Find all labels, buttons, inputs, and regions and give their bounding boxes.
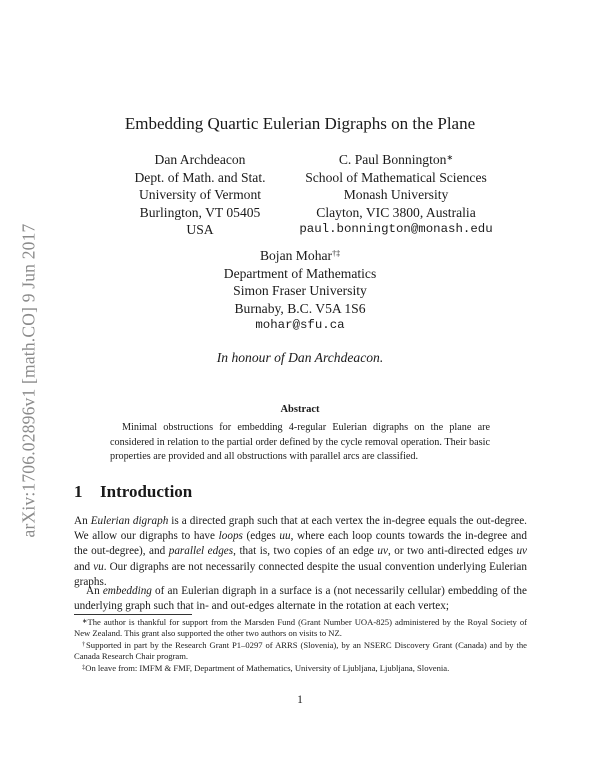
author-email[interactable]: mohar@sfu.ca <box>255 318 345 333</box>
author-affiliation: University of Vermont <box>138 187 262 203</box>
body-paragraph: An embedding of an Eulerian digraph in a surface is a (not necessarily cellular) embedding of the underlying graph such that in- and out-edges alternate in the rotation at each vertex; <box>74 585 527 613</box>
section-heading <box>74 482 192 502</box>
footnote: ‡On leave from: IMFM & FMF, Department of Mathematics, University of Ljubljana, Ljubljana, Slovenia. <box>82 663 450 673</box>
author-affiliation: School of Mathematical Sciences <box>305 169 487 185</box>
author-name: C. Paul Bonnington∗ <box>338 152 454 167</box>
footnote-mark: ∗ <box>446 153 454 162</box>
paper-title: Embedding Quartic Eulerian Digraphs on the Plane <box>124 114 476 133</box>
body-paragraph: An Eulerian digraph is a directed graph such that at each vertex the in-degree equals the out-degree. We allow our digraphs to have loops (edges uu, where each loop counts towards the in-degree and the out-degree), and parallel edges, that is, two copies of an edge uv, or two anti-directed edges uv and vu. Our digraphs are not necessarily connected despite the usual convention underlying Eulerian graphs. <box>74 515 527 588</box>
section-number: 1 <box>74 482 83 501</box>
author-block-mohar <box>190 247 410 335</box>
author-block-archdeacon <box>110 151 290 239</box>
author-email[interactable]: paul.bonnington@monash.edu <box>299 222 493 237</box>
author-affiliation: Burlington, VT 05405 <box>139 204 261 220</box>
author-affiliation: Department of Mathematics <box>223 265 377 281</box>
author-block-bonnington <box>288 151 504 239</box>
abstract-heading: Abstract <box>280 404 320 415</box>
footnote: †Supported in part by the Research Grant P1–0297 of ARRS (Slovenia), by an NSERC Discovery Grant (Canada) and by the Canada Research Chair program. <box>74 640 527 661</box>
author-affiliation: Burnaby, B.C. V5A 1S6 <box>234 300 366 316</box>
author-affiliation: Monash University <box>343 187 449 203</box>
author-name: Dan Archdeacon <box>154 152 246 167</box>
page-number: 1 <box>297 694 303 706</box>
author-name: Bojan Mohar†‡ <box>259 248 341 263</box>
footnote-mark: †‡ <box>332 249 341 258</box>
footnote: ∗The author is thankful for support from the Marsden Fund (Grant Number UOA-825) administered by the Royal Society of New Zealand. This grant also supported the other two authors on visits to NZ. <box>74 617 527 638</box>
footnote-divider <box>74 614 192 615</box>
abstract-text: Minimal obstructions for embedding 4-regular Eulerian digraphs on the plane are considered in relation to the partial order defined by the cycle removal operation. Their basic properties are provided and all obstructions with parallel arcs are classified. <box>110 422 490 462</box>
footnotes <box>74 617 527 675</box>
author-affiliation: Simon Fraser University <box>233 283 367 299</box>
author-affiliation: Clayton, VIC 3800, Australia <box>316 204 476 220</box>
section-title: Introduction <box>100 482 193 501</box>
arxiv-id: arXiv:1706.02896v1 [math.CO] 9 Jun 2017 <box>18 222 39 538</box>
author-affiliation: USA <box>186 222 214 238</box>
dedication: In honour of Dan Archdeacon. <box>216 350 384 365</box>
arxiv-watermark <box>4 200 54 560</box>
author-affiliation: Dept. of Math. and Stat. <box>134 169 266 185</box>
